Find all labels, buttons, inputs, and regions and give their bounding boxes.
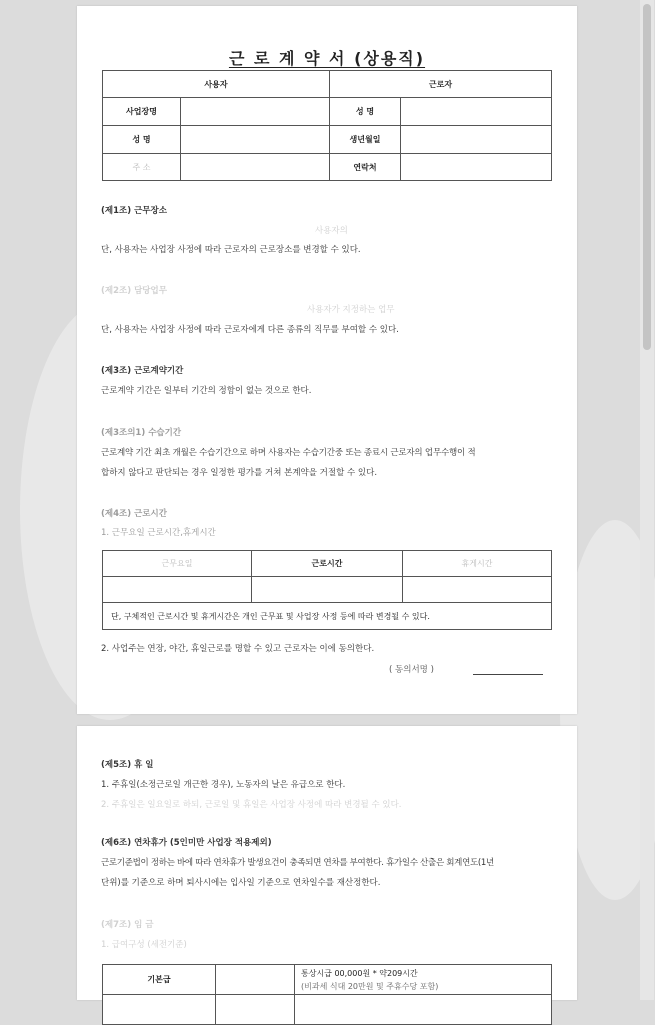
label-worker-name: 성 명 (330, 98, 401, 126)
article7-sub1: 1. 급여구성 (세전기준) (101, 940, 187, 950)
header-workdays: 근무요일 (103, 551, 252, 577)
article6-line1: 근로기준법이 정하는 바에 따라 연차휴가 발생요건이 충족되면 연차를 부여한다. 휴가일수 산출은 회계연도(1년 (101, 858, 494, 868)
label-contact: 연락처 (330, 154, 401, 181)
article1-heading: (제1조) 근무장소 (101, 206, 167, 216)
article2-line2: 단, 사용자는 사업장 사정에 따라 근로자에게 다른 종류의 직무를 부여할 수 있다. (101, 325, 399, 335)
article5-line2: 2. 주휴일은 일요일로 하되, 근로일 및 휴일은 사업장 사정에 따라 변경될 수 있다. (101, 800, 402, 810)
cell-workdays[interactable] (103, 577, 252, 603)
article4-heading: (제4조) 근로시간 (101, 509, 167, 519)
vertical-scrollbar[interactable] (640, 0, 654, 1000)
value-birthdate[interactable] (401, 126, 552, 154)
article3-line1: 근로계약 기간은 일부터 기간의 정함이 없는 것으로 한다. (101, 386, 312, 396)
article3-1-line2: 합하지 않다고 판단되는 경우 일정한 평가를 거쳐 본계약을 거절할 수 있다. (101, 468, 378, 478)
article3-1-heading: (제3조의1) 수습기간 (101, 428, 182, 438)
article1-line1: 사용자의 (315, 226, 348, 236)
work-hours-note: 단, 구체적인 근로시간 및 휴게시간은 개인 근무표 및 사업장 사정 등에 따라 변경될 수 있다. (103, 603, 552, 630)
document-title: 근 로 계 약 서 (상용직) (228, 49, 426, 68)
article7-heading: (제7조) 임 금 (101, 920, 154, 930)
label-employer-name: 성 명 (103, 126, 181, 154)
scrollbar-thumb[interactable] (643, 4, 651, 350)
cell-workhours[interactable] (252, 577, 403, 603)
article6-line2: 단위)를 기준으로 하며 퇴사시에는 입사일 기준으로 연차일수를 재산정한다. (101, 878, 381, 888)
value-worker-name[interactable] (401, 98, 552, 126)
header-breaktime: 휴게시간 (403, 551, 552, 577)
article3-heading: (제3조) 근로계약기간 (101, 366, 184, 376)
wage-description (295, 965, 552, 995)
document-page-2 (77, 726, 577, 1000)
consent-signature-line[interactable] (473, 674, 543, 675)
article5-line1: 1. 주휴일(소정근로일 개근한 경우), 노동자의 날은 유급으로 한다. (101, 780, 346, 790)
wage-value-basic[interactable] (216, 965, 295, 995)
worker-header: 근로자 (330, 71, 552, 98)
label-birthdate: 생년월일 (330, 126, 401, 154)
wage-row2-desc (295, 995, 552, 1025)
value-address[interactable] (181, 154, 330, 181)
article3-1-line1: 근로계약 기간 최초 개월은 수습기간으로 하며 사용자는 수습기간중 또는 종료시 근로자의 업무수행이 적 (101, 448, 476, 458)
value-business-name[interactable] (181, 98, 330, 126)
consent-signature-label: ( 동의서명 ) (389, 665, 434, 675)
wage-description-line1: 통상시급 00,000원 * 약209시간 (301, 968, 418, 978)
cell-breaktime[interactable] (403, 577, 552, 603)
article2-heading: (제2조) 담당업무 (101, 286, 167, 296)
party-table (102, 70, 552, 181)
article1-line2: 단, 사용자는 사업장 사정에 따라 근로자의 근로장소를 변경할 수 있다. (101, 245, 361, 255)
value-contact[interactable] (401, 154, 552, 181)
header-workhours: 근로시간 (252, 551, 403, 577)
wage-description-line2: (비과세 식대 20만원 및 주휴수당 포함) (301, 981, 439, 991)
wage-row2-label (103, 995, 216, 1025)
work-hours-table (102, 550, 552, 630)
document-page-1 (77, 6, 577, 714)
wage-label-basic: 기본급 (103, 965, 216, 995)
article2-line1: 사용자가 지정하는 업무 (307, 305, 395, 315)
wage-table (102, 964, 552, 1025)
article4-sub1: 1. 근무요일 근로시간,휴게시간 (101, 528, 216, 538)
label-address: 주 소 (103, 154, 181, 181)
wage-row2-value[interactable] (216, 995, 295, 1025)
article6-heading: (제6조) 연차휴가 (5인미만 사업장 적용제외) (101, 838, 272, 848)
value-employer-name[interactable] (181, 126, 330, 154)
article5-heading: (제5조) 휴 일 (101, 760, 154, 770)
label-business-name: 사업장명 (103, 98, 181, 126)
article4-sub2: 2. 사업주는 연장, 야간, 휴일근로를 명할 수 있고 근로자는 이에 동의한다. (101, 644, 375, 654)
employer-header: 사용자 (103, 71, 330, 98)
